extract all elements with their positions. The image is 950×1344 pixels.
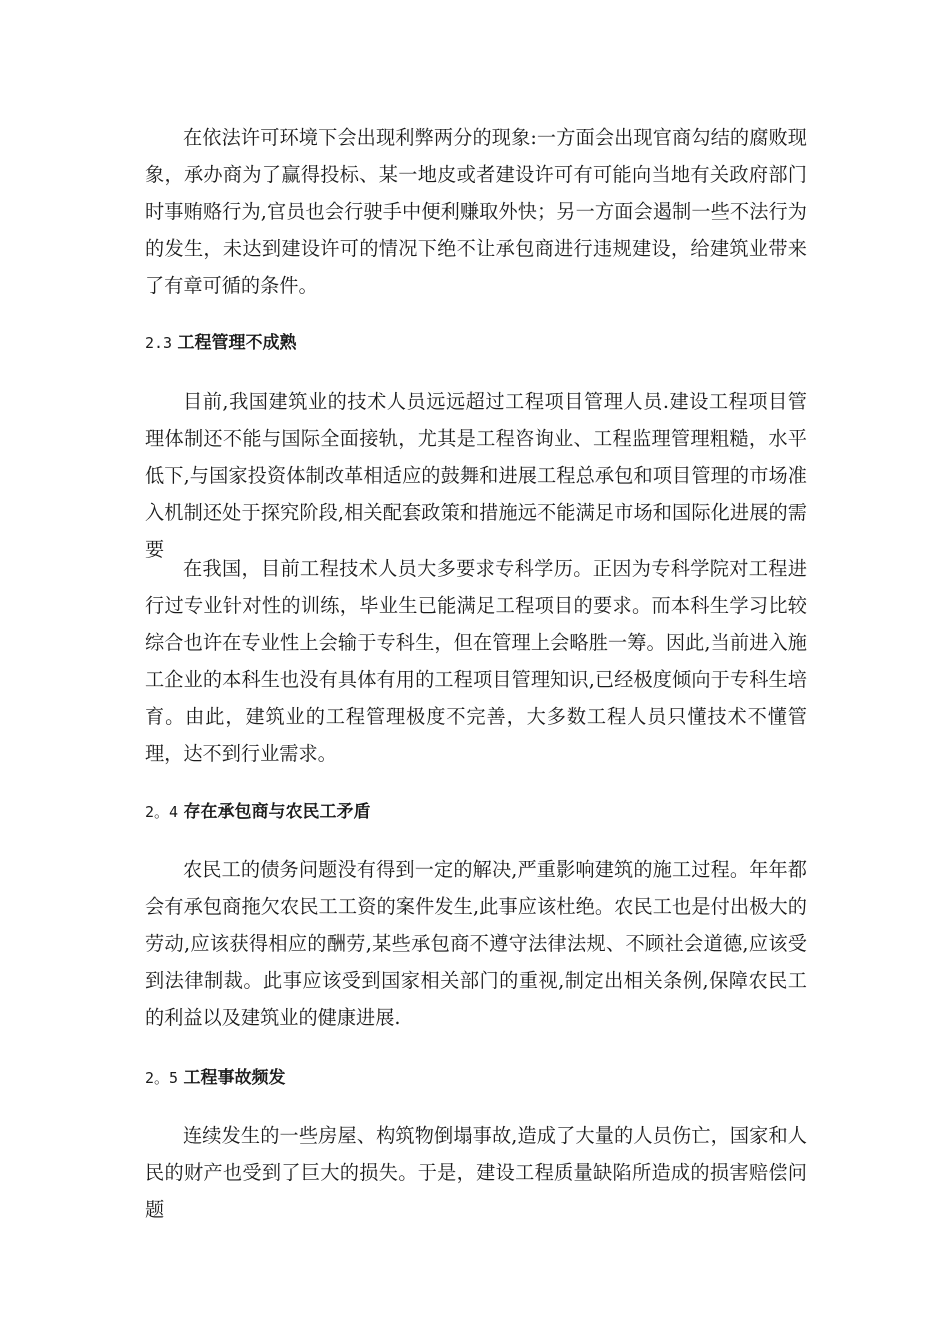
section-number: 2。5: [145, 1069, 179, 1087]
paragraph-text: 目前,我国建筑业的技术人员远远超过工程项目管理人员.建设工程项目管理体制还不能与国际全面接轨，尤其是工程咨询业、工程监理管理粗糙，水平低下,与国家投资体制改革相适应的鼓舞和进展工程总承包和项目管理的市场准入机制还处于探究阶段,相关配套政策和措施远不能满足市场和国际化进展的需要: [145, 390, 807, 561]
paragraph-education: [145, 550, 807, 772]
section-number: 2。4: [145, 803, 179, 821]
section-title: 工程管理不成熟: [177, 333, 297, 353]
section-number: 2.3: [145, 334, 173, 352]
paragraph-permit-effects: [145, 119, 807, 304]
section-heading-2-3: [145, 331, 807, 355]
paragraph-text: 在依法许可环境下会出现利弊两分的现象:一方面会出现官商勾结的腐败现象，承办商为了赢得投标、某一地皮或者建设许可有可能向当地有关政府部门时事贿赂行为,官员也会行驶手中便利赚取外快；另一方面会遏制一些不法行为的发生，未达到建设许可的情况下绝不让承包商进行违规建设，给建筑业带来了有章可循的条件。: [145, 126, 807, 297]
paragraph-text: 农民工的债务问题没有得到一定的解决,严重影响建筑的施工过程。年年都会有承包商拖欠农民工工资的案件发生,此事应该杜绝。农民工也是付出极大的劳动,应该获得相应的酬劳,某些承包商不遵守法律法规、不顾社会道德,应该受到法律制裁。此事应该受到国家相关部门的重视,制定出相关条例,保障农民工的利益以及建筑业的健康进展.: [145, 858, 807, 1029]
section-heading-2-5: [145, 1066, 807, 1090]
paragraph-management-immature: [145, 383, 807, 568]
section-heading-2-4: [145, 800, 807, 824]
section-title: 存在承包商与农民工矛盾: [183, 802, 371, 822]
paragraph-text: 连续发生的一些房屋、构筑物倒塌事故,造成了大量的人员伤亡，国家和人民的财产也受到了巨大的损失。于是，建设工程质量缺陷所造成的损害赔偿问题: [145, 1124, 807, 1221]
paragraph-text: 在我国，目前工程技术人员大多要求专科学历。正因为专科学院对工程进行过专业针对性的训练，毕业生已能满足工程项目的要求。而本科生学习比较综合也许在专业性上会输于专科生，但在管理上会略胜一筹。因此,当前进入施工企业的本科生也没有具体有用的工程项目管理知识,已经极度倾向于专科生培育。由此，建筑业的工程管理极度不完善，大多数工程人员只懂技术不懂管理，达不到行业需求。: [145, 557, 807, 765]
paragraph-accidents: [145, 1117, 807, 1228]
paragraph-migrant-workers: [145, 851, 807, 1036]
section-title: 工程事故频发: [183, 1068, 286, 1088]
